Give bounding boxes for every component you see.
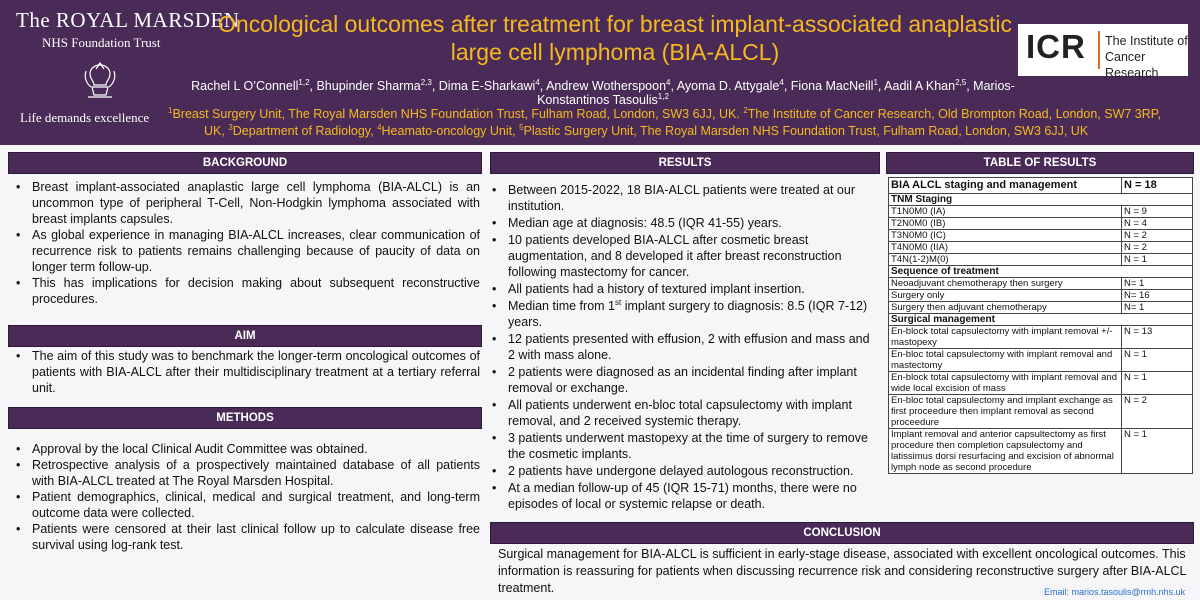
table-cell-label: T3N0M0 (IC) — [889, 230, 1122, 242]
background-list — [14, 179, 480, 307]
background-item: • Breast implant-associated anaplastic large cell lymphoma (BIA-ALCL) is an uncommon type of peripheral T-Cell, Non-Hodgkin lymphoma associated with breast implants capsules. — [14, 179, 480, 227]
table-cell-value: N = 1 — [1122, 254, 1193, 266]
methods-heading: METHODS — [8, 407, 482, 429]
title-line-1: Oncological outcomes after treatment for breast implant-associated anaplastic — [218, 11, 1012, 37]
author-affil-mark: 1,2 — [298, 78, 310, 87]
author-name: Marios-Konstantinos Tasoulis — [537, 79, 1015, 107]
author-name: Fiona MacNeill — [790, 79, 874, 93]
affiliations — [168, 106, 1188, 140]
table-cell-value: N = 2 — [1122, 395, 1193, 429]
affiliation-line — [168, 123, 1188, 140]
table-group-row — [889, 266, 1193, 278]
table-group-title: TNM Staging — [889, 194, 1193, 206]
results-item: • 2 patients were diagnosed as an incidental finding after implant removal or exchange. — [490, 364, 872, 396]
results-item: • 3 patients underwent mastopexy at the time of surgery to remove the cosmetic implants. — [490, 430, 872, 462]
affiliation-mark: 5 — [519, 123, 524, 132]
affiliation-text: Heamato-oncology Unit, — [381, 124, 520, 138]
background-item: • As global experience in managing BIA-ALCL increases, clear communication of recurrence risk to patients remains challenging because of paucity of data on longer term follow-up. — [14, 227, 480, 275]
results-table — [888, 177, 1193, 474]
results-list — [490, 182, 872, 513]
results-item: • At a median follow-up of 45 (IQR 15-71) months, there were no episodes of local or systemic relapse or death. — [490, 480, 872, 512]
table-row — [889, 206, 1193, 218]
table-row — [889, 326, 1193, 349]
affiliation-mark: 1 — [168, 106, 173, 115]
table-group-row — [889, 194, 1193, 206]
conclusion-heading: CONCLUSION — [490, 522, 1194, 544]
table-row — [889, 429, 1193, 474]
affiliation-text: Department of Radiology, — [232, 124, 378, 138]
table-cell-label: Neoadjuvant chemotherapy then surgery — [889, 278, 1122, 290]
affiliation-text: The Institute of Cancer Research, Old Brompton Road, London, SW7 3RP, — [747, 107, 1161, 121]
author-name: Rachel L O’Connell — [191, 79, 299, 93]
author-affil-mark: 4 — [535, 78, 540, 87]
table-cell-label: Surgery then adjuvant chemotherapy — [889, 302, 1122, 314]
table-cell-value: N= 1 — [1122, 302, 1193, 314]
author-list: Rachel L O’Connell$^{1,2}$, Bhupinder Sharma$^{2,3}$, Dima E-Sharkawi$^4$, Andrew Wotherspoon$^4$, Ayoma D. Attygale$^4$, Fiona MacNeill$^1$, Aadil A Khan$^{2,5}$, Marios-Konstantinos Tasoulis$^{1,2}$ — [191, 78, 1015, 107]
table-cell-value: N = 9 — [1122, 206, 1193, 218]
background-heading: BACKGROUND — [8, 152, 482, 174]
methods-list — [14, 441, 480, 553]
icr-logo — [1018, 24, 1188, 80]
icr-line-1: The Institute of — [1105, 34, 1188, 48]
icr-mark: ICR — [1026, 28, 1086, 65]
royal-marsden-logo — [16, 8, 240, 126]
affiliation-text: UK, — [204, 124, 229, 138]
table-cell-value: N= 16 — [1122, 290, 1193, 302]
table-row — [889, 302, 1193, 314]
aim-item: • The aim of this study was to benchmark the longer-term oncological outcomes of patients with BIA-ALCL after their multidisciplinary treatment at a tertiary referral unit. — [14, 348, 480, 396]
table-cell-label: T2N0M0 (IB) — [889, 218, 1122, 230]
royal-marsden-subtitle: NHS Foundation Trust — [42, 35, 161, 50]
table-heading: TABLE OF RESULTS — [886, 152, 1194, 174]
table-cell-label: En-block total capsulectomy with implant removal +/- mastopexy — [889, 326, 1122, 349]
table-cell-label: Surgery only — [889, 290, 1122, 302]
table-row — [889, 218, 1193, 230]
icr-line-2: Cancer Research — [1105, 50, 1159, 80]
author-affil-mark: 4 — [779, 78, 784, 87]
methods-item: • Retrospective analysis of a prospectively maintained database of all patients with BIA-ALCL treated at The Royal Marsden Hospital. — [14, 457, 480, 489]
author-name: Andrew Wotherspoon — [546, 79, 667, 93]
table-row — [889, 254, 1193, 266]
table-header-label: BIA ALCL staging and management — [889, 178, 1122, 194]
poster-title — [215, 10, 1015, 66]
results-item: • Median age at diagnosis: 48.5 (IQR 41-55) years. — [490, 215, 872, 231]
results-item: • All patients underwent en-bloc total capsulectomy with implant removal, and 2 received systemic therapy. — [490, 397, 872, 429]
author-name: Ayoma D. Attygale — [676, 79, 780, 93]
table-cell-label: T4N(1-2)M(0) — [889, 254, 1122, 266]
affiliation-mark: 2 — [743, 106, 748, 115]
table-cell-value: N = 2 — [1122, 230, 1193, 242]
results-item: • Median time from 1st implant surgery to diagnosis: 8.5 (IQR 7-12) years. — [490, 298, 872, 330]
table-row — [889, 230, 1193, 242]
table-header-row — [889, 178, 1193, 194]
affiliation-text: Breast Surgery Unit, The Royal Marsden NHS Foundation Trust, Fulham Road, London, SW3 6JJ, UK. — [172, 107, 744, 121]
conclusion-text: Surgical management for BIA-ALCL is sufficient in early-stage disease, associated with excellent oncological outcomes. This information is reassuring for patients when discussing recurrence risk and considering reconstructive surgery after BIA-ALCL treatment. — [498, 547, 1187, 595]
results-item: • All patients had a history of textured implant insertion. — [490, 281, 872, 297]
table-group-title: Sequence of treatment — [889, 266, 1193, 278]
poster-header — [0, 0, 1200, 145]
table-group-row — [889, 314, 1193, 326]
affiliation-text: Plastic Surgery Unit, The Royal Marsden NHS Foundation Trust, Fulham Road, London, SW3 6JJ, UK — [523, 124, 1089, 138]
table-cell-value: N = 13 — [1122, 326, 1193, 349]
affiliation-mark: 3 — [228, 123, 233, 132]
table-cell-value: N= 1 — [1122, 278, 1193, 290]
results-heading: RESULTS — [490, 152, 880, 174]
affiliation-line — [168, 106, 1188, 123]
aim-heading: AIM — [8, 325, 482, 347]
author-affil-mark: 4 — [666, 78, 671, 87]
icr-name — [1105, 33, 1188, 81]
aim-list — [14, 348, 480, 396]
author-affil-mark: 2,5 — [955, 78, 967, 87]
author-name: Bhupinder Sharma — [316, 79, 421, 93]
table-group-title: Surgical management — [889, 314, 1193, 326]
table-cell-label: En-bloc total capsulectomy with implant removal and mastectomy — [889, 349, 1122, 372]
table-header-value: N = 18 — [1122, 178, 1193, 194]
royal-marsden-motto: Life demands excellence — [20, 110, 150, 125]
table-cell-value: N = 2 — [1122, 242, 1193, 254]
table-cell-value: N = 1 — [1122, 372, 1193, 395]
table-row — [889, 395, 1193, 429]
table-cell-label: Implant removal and anterior capsultectomy as first procedure then completion capsulectomy and latissimus dorsi resurfacing and excision of abnormal lymph node as second procedure — [889, 429, 1122, 474]
table-row — [889, 242, 1193, 254]
table-cell-label: T4N0M0 (IIA) — [889, 242, 1122, 254]
results-item: • Between 2015-2022, 18 BIA-ALCL patients were treated at our institution. — [490, 182, 872, 214]
results-item: • 2 patients have undergone delayed autologous reconstruction. — [490, 463, 872, 479]
table-cell-label: En-block total capsulectomy with implant removal and wide local excision of mass — [889, 372, 1122, 395]
table-row — [889, 349, 1193, 372]
results-item: • 12 patients presented with effusion, 2 with effusion and mass and 2 with mass alone. — [490, 331, 872, 363]
royal-marsden-name: The ROYAL MARSDEN — [16, 8, 240, 32]
table-row — [889, 278, 1193, 290]
table-row — [889, 290, 1193, 302]
methods-item: • Patients were censored at their last clinical follow up to calculate disease free survival using log-rank test. — [14, 521, 480, 553]
author-affil-mark: 2,3 — [420, 78, 432, 87]
crest-icon — [78, 61, 122, 101]
methods-item: • Patient demographics, clinical, medical and surgical treatment, and long-term outcome data were collected. — [14, 489, 480, 521]
table-cell-value: N = 1 — [1122, 349, 1193, 372]
author-affil-mark: 1,2 — [657, 92, 669, 101]
title-line-2: large cell lymphoma (BIA-ALCL) — [450, 39, 780, 65]
author-name: Aadil A Khan — [884, 79, 956, 93]
table-cell-label: T1N0M0 (IA) — [889, 206, 1122, 218]
contact-email[interactable]: Email: marios.tasoulis@rmh.nhs.uk — [1044, 587, 1186, 597]
author-affil-mark: 1 — [873, 78, 878, 87]
table-cell-value: N = 1 — [1122, 429, 1193, 474]
results-item: • 10 patients developed BIA-ALCL after cosmetic breast augmentation, and 8 developed it after breast reconstruction following mastectomy for cancer. — [490, 232, 872, 280]
table-row — [889, 372, 1193, 395]
table-cell-value: N = 4 — [1122, 218, 1193, 230]
methods-item: • Approval by the local Clinical Audit Committee was obtained. — [14, 441, 480, 457]
affiliation-mark: 4 — [377, 123, 382, 132]
background-item: • This has implications for decision making about subsequent reconstructive procedures. — [14, 275, 480, 307]
icr-divider — [1098, 31, 1100, 69]
author-name: Dima E-Sharkawi — [438, 79, 536, 93]
table-cell-label: En-bloc total capsulectomy and implant exchange as first proceedure then implant removal as second proceedure — [889, 395, 1122, 429]
